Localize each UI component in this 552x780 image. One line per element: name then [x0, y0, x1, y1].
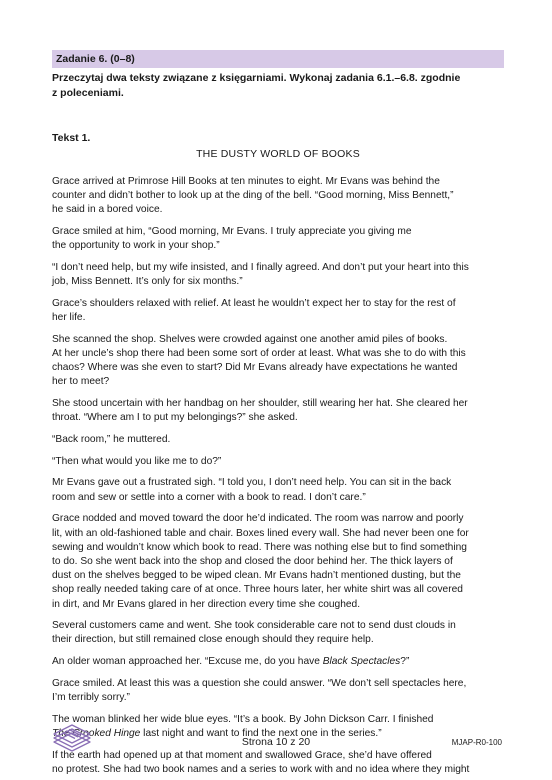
paragraph: Grace’s shoulders relaxed with relief. At least he wouldn’t expect her to stay for the rest of her life. [52, 297, 456, 324]
paragraph: “Then what would you like me to do?” [52, 455, 222, 467]
task-instructions: Przeczytaj dwa teksty związane z księgarniami. Wykonaj zadania 6.1.–6.8. zgodnie z poleceniami. [52, 72, 461, 99]
paragraph: The woman blinked her wide blue eyes. “It’s a book. By John Dickson Carr. I finished The Crooked Hinge last night and want to find the next one in the series.” [52, 713, 434, 739]
paragraph: Grace nodded and moved toward the door he’d indicated. The room was narrow and poorly lit, with an old-fashioned table and chair. Boxes lined every wall. She had never been one for sewing and wouldn’t know which book to read. There was nothing else but to find something to do. So she went back into the shop and closed the door behind her. The thick layers of dust on the shelves begged to be wiped clean. Mr Evans hadn’t mentioned dusting, but the shop really needed taking care of at once. Three hours later, her white shirt was all covered in dirt, and Mr Evans glared in her direction every time she coughed. [52, 513, 469, 610]
paragraph: She scanned the shop. Shelves were crowded against one another amid piles of books. At her uncle’s shop there had been some sort of order at least. What was she to do with this chaos? Where was she even to start? Did Mr Evans already have expectations he wanted her to meet? [52, 333, 466, 388]
paragraph: Several customers came and went. She took considerable care not to send dust clouds in their direction, but still remained close enough should they require help. [52, 620, 456, 646]
paragraph: If the earth had opened up at that moment and swallowed Grace, she’d have offered no protest. She had two book names and a series to work with and no idea where they might [52, 749, 470, 775]
paragraph: An older woman approached her. “Excuse me, do you have Black Spectacles?” [52, 656, 410, 668]
paragraph: She stood uncertain with her handbag on her shoulder, still wearing her hat. She cleared her throat. “Where am I to put my belongings?” she asked. [52, 398, 468, 424]
text-body [52, 175, 504, 777]
paragraph: Grace smiled at him, “Good morning, Mr Evans. I truly appreciate you giving me the opportunity to work in your shop.” [52, 226, 412, 252]
paragraph: “Back room,” he muttered. [52, 434, 171, 446]
paragraph: “I don’t need help, but my wife insisted, and I finally agreed. And don’t put your heart into this job, Miss Bennett. It’s only for six months.” [52, 262, 469, 288]
text-title: THE DUSTY WORLD OF BOOKS [196, 148, 360, 160]
page-number: Strona 10 z 20 [241, 736, 311, 748]
paragraph: Mr Evans gave out a frustrated sigh. “I told you, I don’t need help. You can sit in the back room and sew or settle into a corner with a book to read. I don’t care.” [52, 477, 452, 503]
exam-code: MJAP-R0-100 [451, 738, 502, 747]
book-title: The Crooked Hinge [52, 728, 141, 739]
paragraph: Grace smiled. At least this was a question she could answer. “We don’t sell spectacles here, I’m terribly sorry.” [52, 677, 467, 704]
book-title: Black Spectacles [322, 656, 401, 668]
page-content [52, 50, 504, 777]
task-header: Zadanie 6. (0–8) [52, 50, 504, 68]
paragraph: Grace arrived at Primrose Hill Books at ten minutes to eight. Mr Evans was behind the counter and didn’t bother to look up at the ding of the bell. “Good morning, Miss Bennett,” he said in a bored voice. [52, 176, 454, 216]
text-label: Tekst 1. [52, 132, 91, 144]
